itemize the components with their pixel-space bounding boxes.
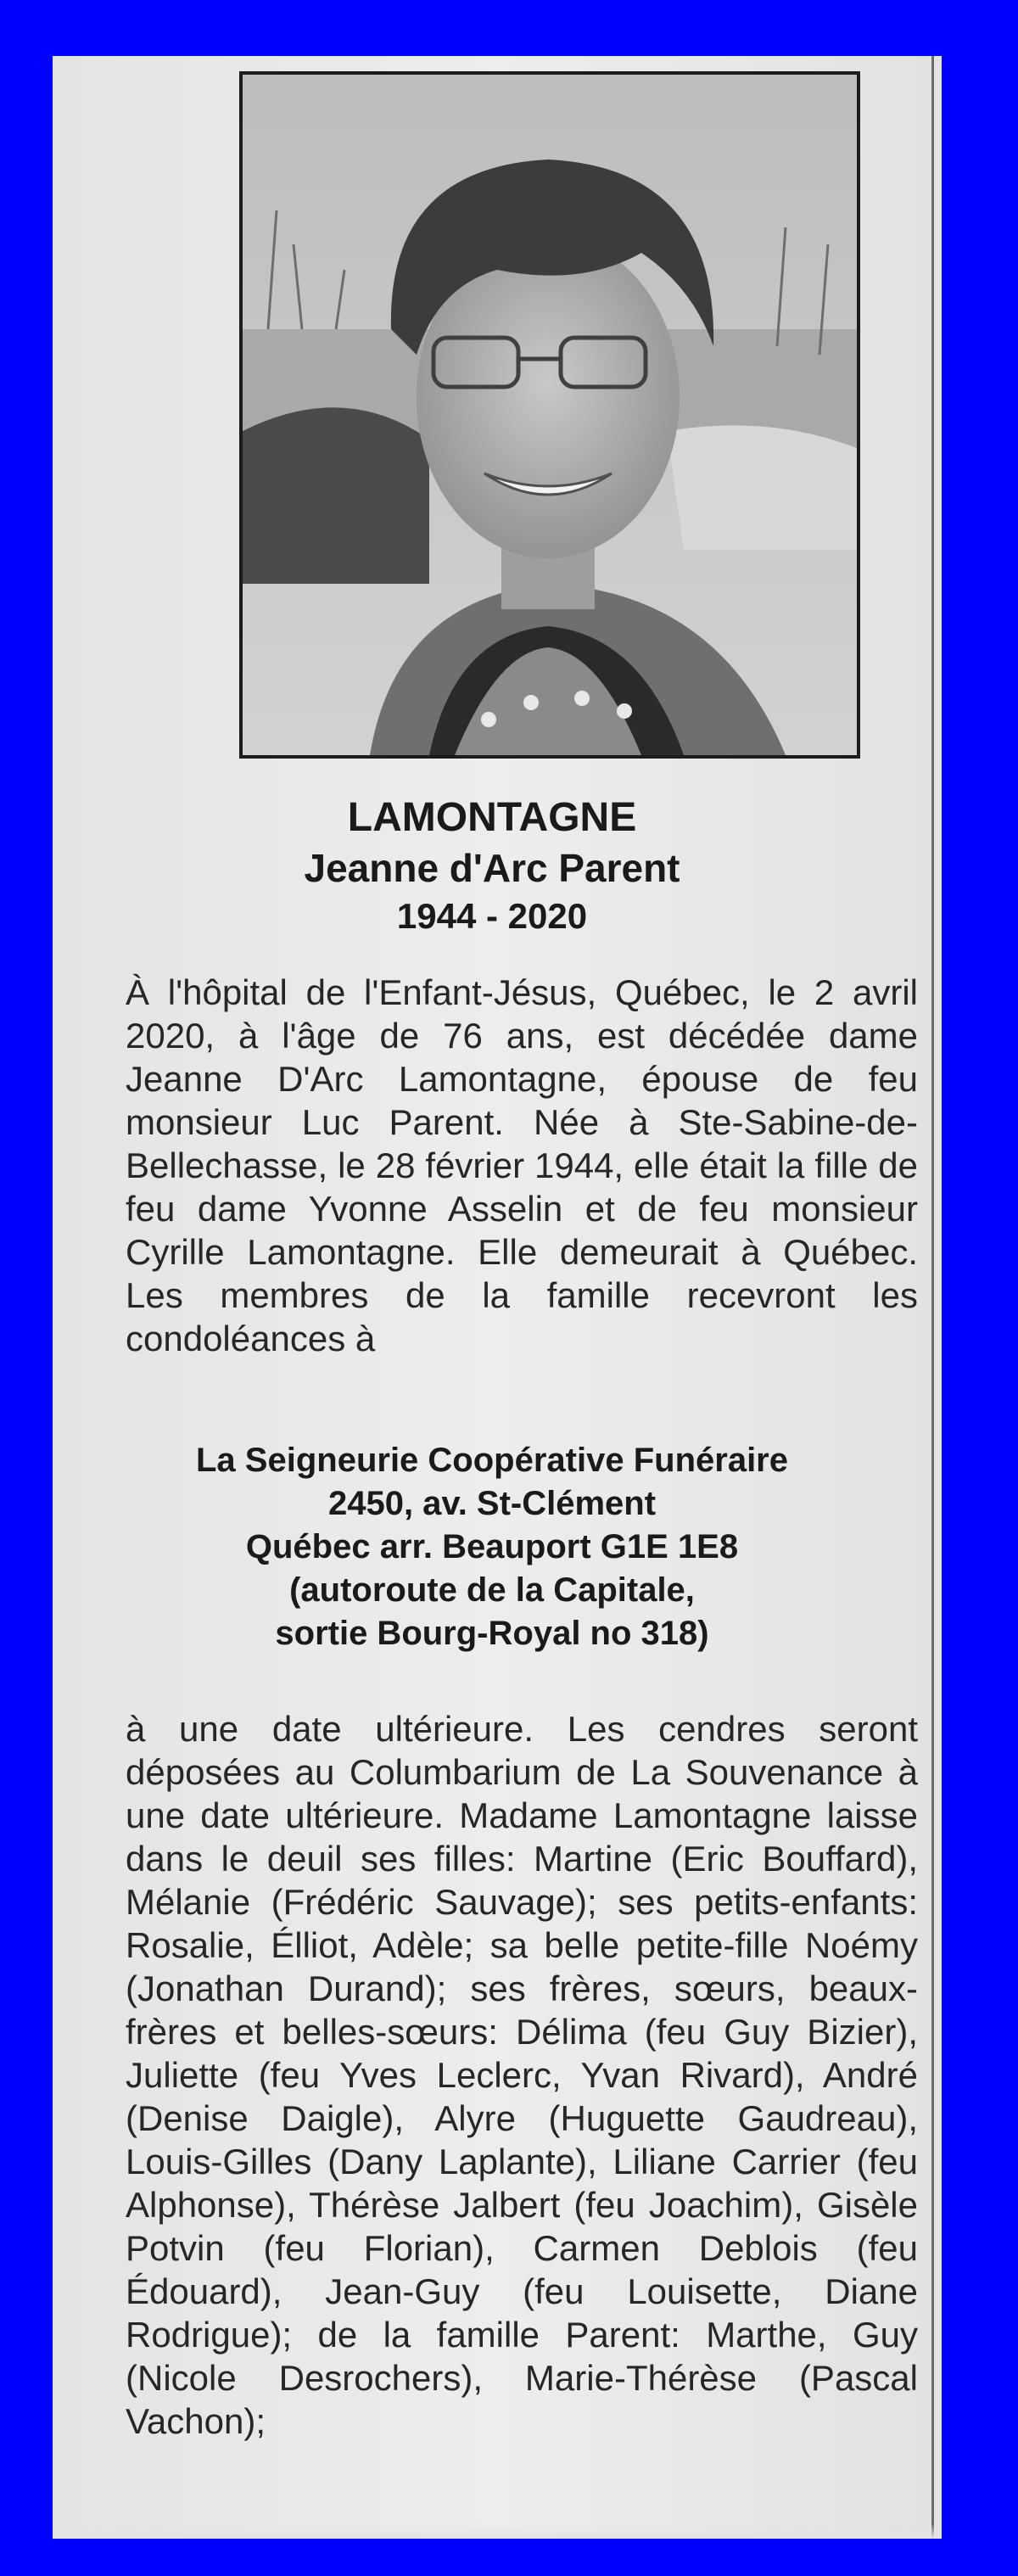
- newspaper-clipping: [53, 56, 942, 2539]
- life-years: 1944 - 2020: [396, 896, 588, 936]
- clipping-cut-edge: [53, 2523, 942, 2539]
- funeral-home-directions-2: sortie Bourg-Royal no 318): [275, 1615, 709, 1652]
- obituary-paragraph-1: À l'hôpital de l'Enfant-Jésus, Québec, le 2 avril 2020, à l'âge de 76 ans, est décédée dame Jeanne D'Arc Lamontagne, épouse de feu monsieur Luc Parent. Née à Ste-Sabine-de-Bellechasse, le 28 février 1944, elle était la fille de feu dame Yvonne Asselin et de feu monsieur Cyrille Lamontagne. Elle demeurait à Québec. Les membres de la famille recevront les condoléances à: [126, 972, 918, 1358]
- column-rule: [931, 56, 934, 2539]
- obituary-paragraph-2: à une date ultérieure. Les cendres seront déposées au Columbarium de La Souvenance à une date ultérieure. Madame Lamontagne laisse dans le deuil ses filles: Martine (Eric Bouffard), Mélanie (Frédéric Sauvage); ses petits-enfants: Rosalie, Élliot, Adèle; sa belle petite-fille Noémy (Jonathan Durand); ses frères, sœurs, beaux-frères et belles-sœurs: Délima (feu Guy Bizier), Juliette (feu Yves Leclerc, Yvan Rivard), André (Denise Daigle), Alyre (Huguette Gaudreau), Louis-Gilles (Dany Laplante), Liliane Carrier (feu Alphonse), Thérèse Jalbert (feu Joachim), Gisèle Potvin (feu Florian), Carmen Deblois (feu Édouard), Jean-Guy (feu Louisette, Diane Rodrigue); de la famille Parent: Marthe, Guy (Nicole Desrochers), Marie-Thérèse (Pascal Vachon);: [126, 1709, 918, 2441]
- funeral-home-address: [53, 1439, 931, 1655]
- deceased-surname: LAMONTAGNE: [347, 795, 637, 840]
- deceased-full-name: Jeanne d'Arc Parent: [304, 846, 680, 890]
- funeral-home-city: Québec arr. Beauport G1E 1E8: [245, 1528, 739, 1565]
- funeral-home-name: La Seigneurie Coopérative Funéraire: [196, 1442, 788, 1479]
- funeral-home-directions-1: (autoroute de la Capitale,: [289, 1571, 695, 1609]
- portrait-photo: [239, 71, 860, 759]
- funeral-home-street: 2450, av. St-Clément: [327, 1485, 657, 1522]
